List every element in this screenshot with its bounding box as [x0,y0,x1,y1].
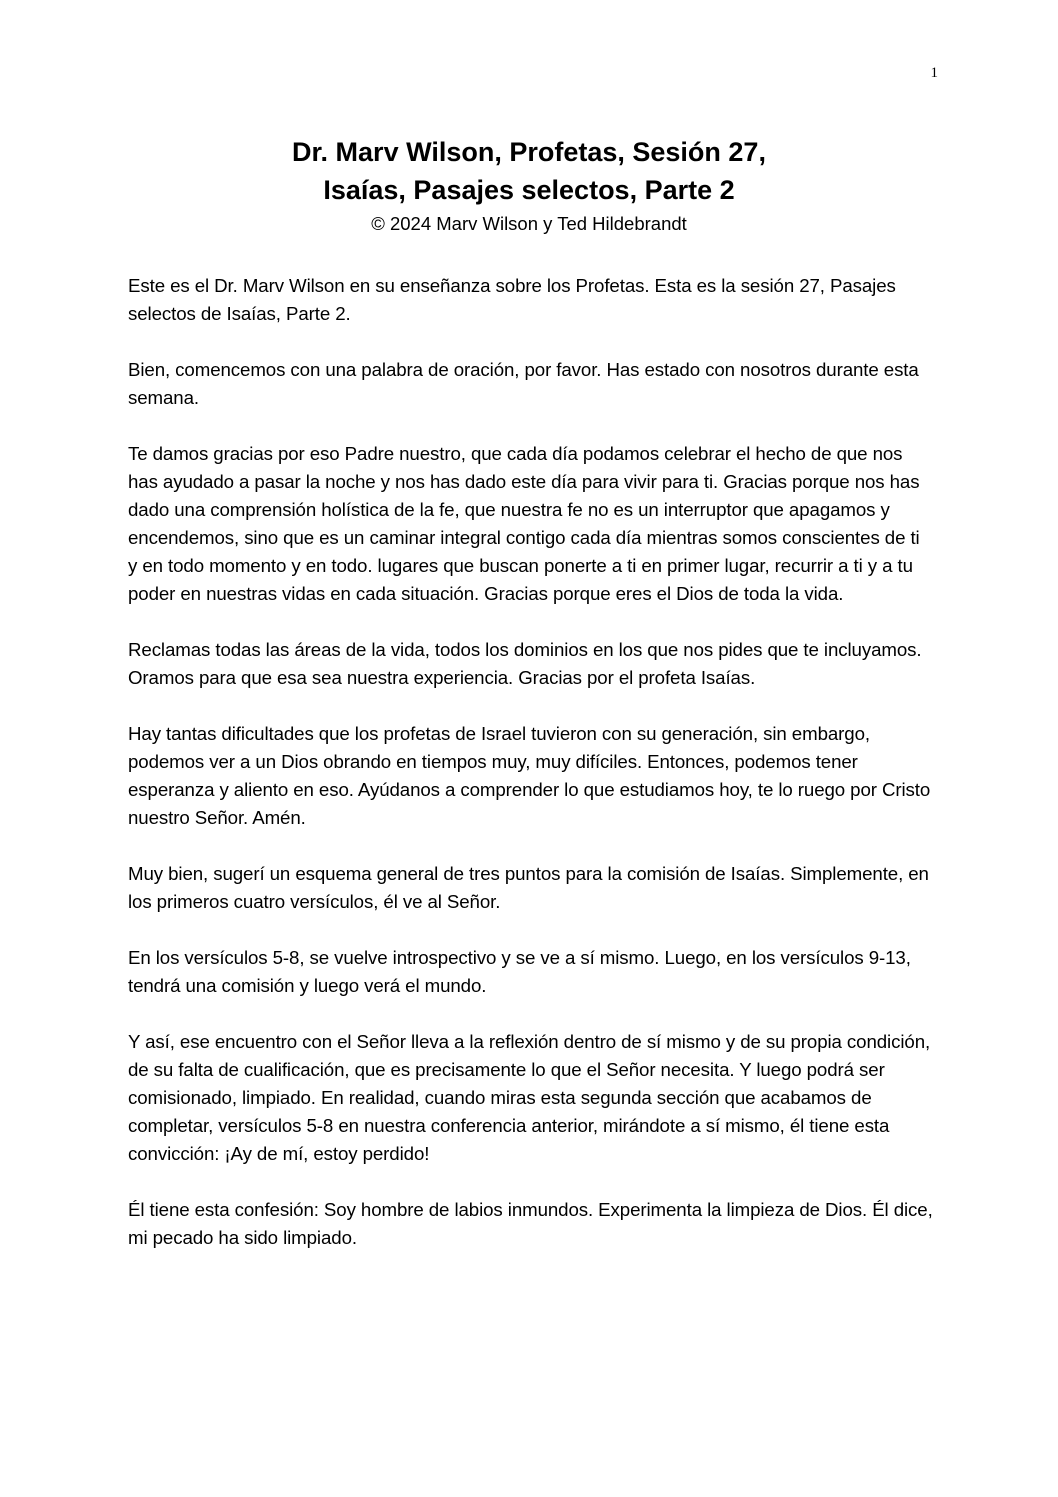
paragraph-confession: Él tiene esta confesión: Soy hombre de labios inmundos. Experimenta la limpieza de Dios. Él dice, mi pecado ha sido limpiado. [128,1199,933,1248]
document-body [128,272,933,1280]
paragraph-prayer-opening: Bien, comencemos con una palabra de oración, por favor. Has estado con nosotros durante esta semana. [128,359,919,408]
page-number: 1 [930,65,938,81]
paragraph-intro: Este es el Dr. Marv Wilson en su enseñanza sobre los Profetas. Esta es la sesión 27, Pasajes selectos de Isaías, Parte 2. [128,275,896,324]
title-block [128,133,930,237]
paragraph-verses: En los versículos 5-8, se vuelve introspectivo y se ve a sí mismo. Luego, en los versículos 9-13, tendrá una comisión y luego verá el mundo. [128,947,911,996]
paragraph-prayer-thanks: Te damos gracias por eso Padre nuestro, que cada día podamos celebrar el hecho de que nos has ayudado a pasar la noche y nos has dado este día para vivir para ti. Gracias porque nos has dado una comprensión holística de la fe, que nuestra fe no es un interruptor que apagamos y encendemos, sino que es un caminar integral contigo cada día mientras somos conscientes de ti y en todo momento y en todo. lugares que buscan ponerte a ti en primer lugar, recurrir a ti y a tu poder en nuestras vidas en cada situación. Gracias porque eres el Dios de toda la vida. [128,443,920,604]
paragraph-outline: Muy bien, sugerí un esquema general de tres puntos para la comisión de Isaías. Simplemente, en los primeros cuatro versículos, él ve al Señor. [128,863,929,912]
paragraph-prayer-difficulties: Hay tantas dificultades que los profetas de Israel tuvieron con su generación, sin embargo, podemos ver a un Dios obrando en tiempos muy, muy difíciles. Entonces, podemos tener esperanza y aliento en eso. Ayúdanos a comprender lo que estudiamos hoy, te lo ruego por Cristo nuestro Señor. Amén. [128,723,931,828]
document-title-line-2: Isaías, Pasajes selectos, Parte 2 [323,175,735,205]
copyright-notice: © 2024 Marv Wilson y Ted Hildebrandt [371,213,687,234]
paragraph-encounter: Y así, ese encuentro con el Señor lleva a la reflexión dentro de sí mismo y de su propia condición, de su falta de cualificación, que es precisamente lo que el Señor necesita. Y luego podrá ser comisionado, limpiado. En realidad, cuando miras esta segunda sección que acabamos de completar, versículos 5-8 en nuestra conferencia anterior, mirándote a sí mismo, él tiene esta convicción: ¡Ay de mí, estoy perdido! [128,1031,931,1164]
document-title-line-1: Dr. Marv Wilson, Profetas, Sesión 27, [292,137,766,167]
paragraph-prayer-areas: Reclamas todas las áreas de la vida, todos los dominios en los que nos pides que te incluyamos. Oramos para que esa sea nuestra experiencia. Gracias por el profeta Isaías. [128,639,922,688]
